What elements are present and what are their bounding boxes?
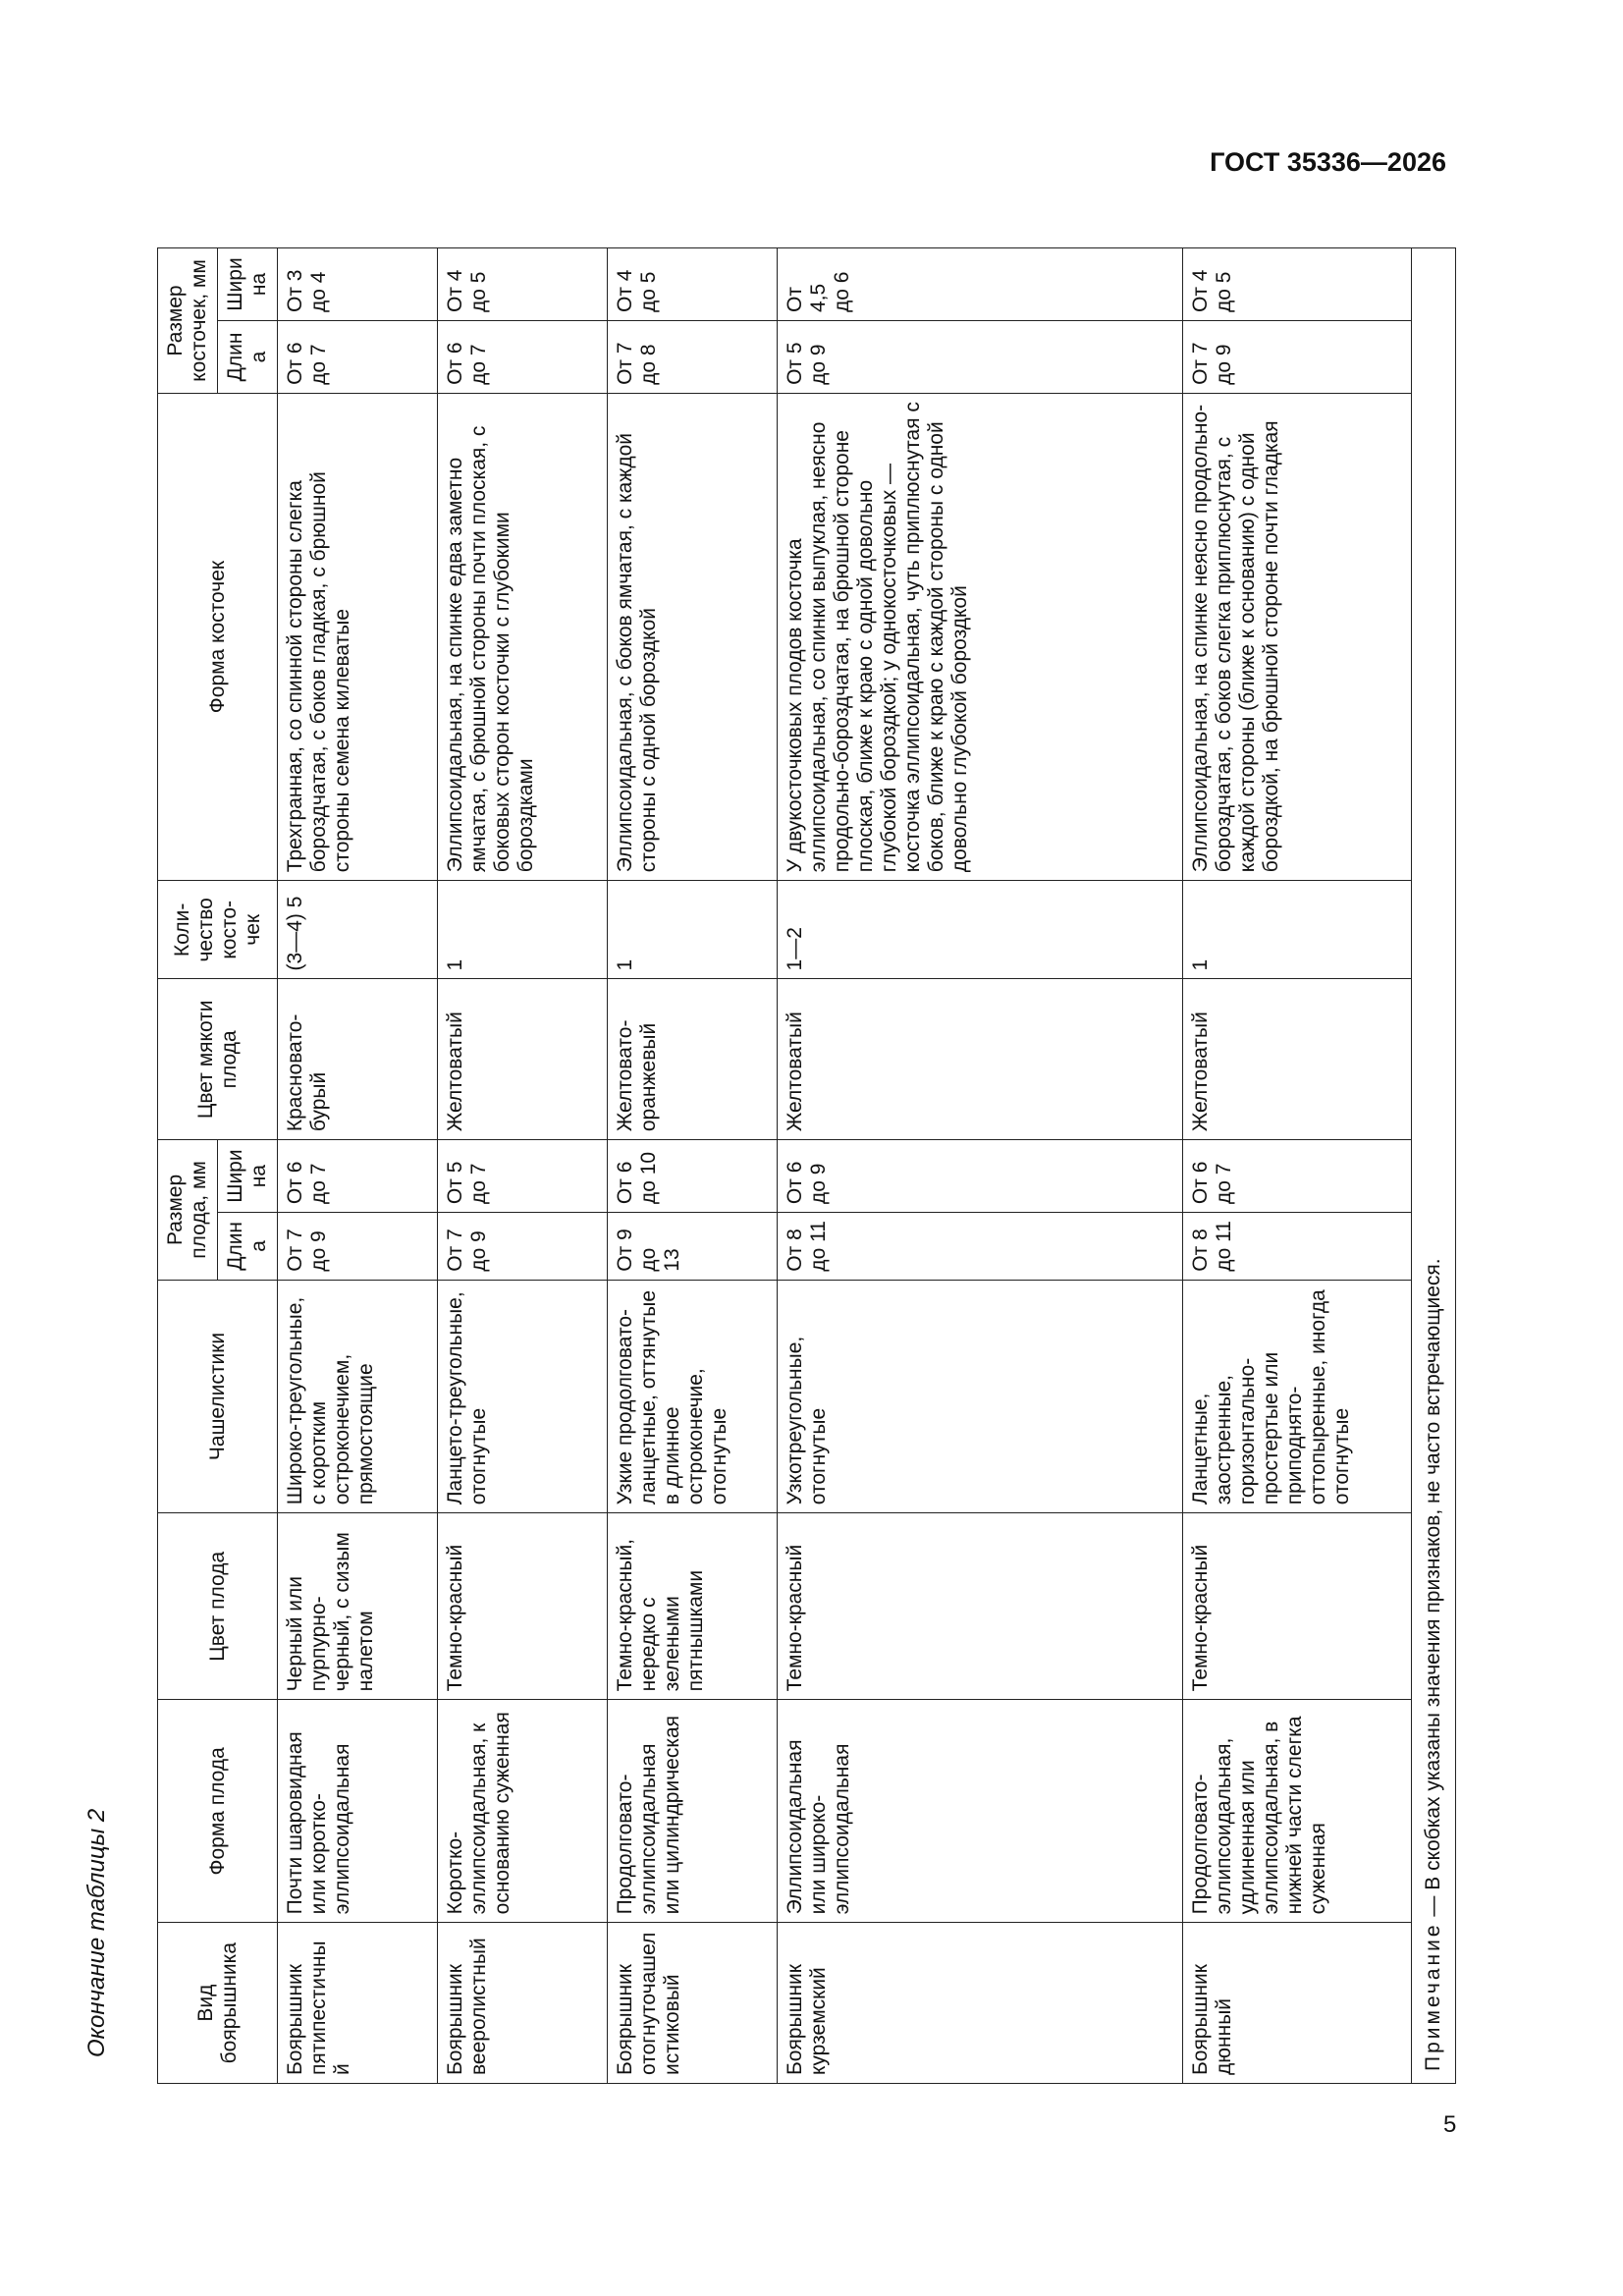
cell-fruit-shape: Продолговато-эллипсоидальная или цилиндрическая bbox=[608, 1700, 778, 1923]
cell-stone-count: 1 bbox=[1183, 881, 1412, 979]
cell-sepals: Ланцетные, заостренные, горизонтально-простертые или приподнято-оттопыренные, иногда отогнутые bbox=[1183, 1280, 1412, 1513]
cell-stone-shape: Эллипсоидальная, с боков ямчатая, с каждой стороны с одной бороздкой bbox=[608, 393, 778, 880]
cell-stone-width: От 4 до 5 bbox=[608, 248, 778, 321]
header-fruit-color: Цвет плода bbox=[158, 1513, 278, 1700]
cell-sepals: Узкие продолговато-ланцетные, оттянутые в длинное остроконечие, отогнутые bbox=[608, 1280, 778, 1513]
cell-fruit-width: От 6 до 10 bbox=[608, 1140, 778, 1213]
header-row bbox=[158, 248, 218, 2084]
header-species: Вид боярышника bbox=[158, 1923, 278, 2084]
header-fruit-width: Ширина bbox=[218, 1140, 278, 1213]
cell-fruit-shape: Почти шаровидная или коротко-эллипсоидальная bbox=[278, 1700, 438, 1923]
cell-fruit-width: От 6 до 9 bbox=[778, 1140, 1183, 1213]
page-number: 5 bbox=[1443, 2111, 1457, 2138]
cell-stone-length: От 5 до 9 bbox=[778, 321, 1183, 394]
table-caption: Окончание таблицы 2 bbox=[83, 1808, 110, 2057]
cell-pulp-color: Желтоватый bbox=[1183, 979, 1412, 1140]
cell-stone-shape: У двукосточковых плодов косточка эллипсоидальная, со спинки выпуклая, неясно продольно-бороздчатая, на брюшной стороне плоская, ближе к краю с одной довольно глубокой бороздкой; у однокосточковых — косточка эллипсоидальная, чуть приплюснутая с боков, ближе к краю с каждой стороны с одной довольно глубокой бороздкой bbox=[778, 393, 1183, 880]
cell-stone-length: От 7 до 8 bbox=[608, 321, 778, 394]
cell-fruit-length: От 7 до 9 bbox=[438, 1213, 608, 1281]
data-table bbox=[157, 247, 1456, 2084]
table-row bbox=[438, 248, 608, 2084]
cell-fruit-width: От 5 до 7 bbox=[438, 1140, 608, 1213]
cell-stone-count: 1 bbox=[608, 881, 778, 979]
cell-stone-length: От 6 до 7 bbox=[278, 321, 438, 394]
cell-fruit-length: От 9 до 13 bbox=[608, 1213, 778, 1281]
cell-stone-count: 1—2 bbox=[778, 881, 1183, 979]
cell-species: Боярышник дюнный bbox=[1183, 1923, 1412, 2084]
cell-stone-length: От 7 до 9 bbox=[1183, 321, 1412, 394]
header-stone-count: Коли-чество косто-чек bbox=[158, 881, 278, 979]
cell-fruit-length: От 8 до 11 bbox=[778, 1213, 1183, 1281]
cell-species: Боярышник отогнуточашелистиковый bbox=[608, 1923, 778, 2084]
cell-stone-width: От 4 до 5 bbox=[1183, 248, 1412, 321]
cell-fruit-length: От 8 до 11 bbox=[1183, 1213, 1412, 1281]
table-note bbox=[1412, 248, 1456, 2084]
cell-stone-count: (3—4) 5 bbox=[278, 881, 438, 979]
cell-fruit-color: Темно-красный bbox=[778, 1513, 1183, 1700]
cell-fruit-color: Темно-красный bbox=[1183, 1513, 1412, 1700]
table-row bbox=[1183, 248, 1412, 2084]
cell-sepals: Ланцето-треугольные, отогнутые bbox=[438, 1280, 608, 1513]
note-label: Примечание bbox=[1422, 1922, 1444, 2071]
cell-fruit-shape: Эллипсоидальная или широко-эллипсоидальная bbox=[778, 1700, 1183, 1923]
cell-fruit-length: От 7 до 9 bbox=[278, 1213, 438, 1281]
note-text: — В скобках указаны значения признаков, не часто встречающиеся. bbox=[1422, 1258, 1444, 1923]
cell-stone-width: От 3 до 4 bbox=[278, 248, 438, 321]
cell-fruit-color: Черный или пурпурно-черный, с сизым налетом bbox=[278, 1513, 438, 1700]
cell-stone-shape: Эллипсоидальная, на спинке едва заметно ямчатая, с брюшной стороны почти плоская, с боковых сторон косточки с глубокими бороздками bbox=[438, 393, 608, 880]
table-row bbox=[778, 248, 1183, 2084]
header-fruit-shape: Форма плода bbox=[158, 1700, 278, 1923]
note-row bbox=[1412, 248, 1456, 2084]
rotated-table-container bbox=[157, 247, 1444, 2084]
cell-pulp-color: Желтоватый bbox=[778, 979, 1183, 1140]
cell-fruit-width: От 6 до 7 bbox=[1183, 1140, 1412, 1213]
standard-number: ГОСТ 35336—2026 bbox=[1210, 147, 1446, 177]
cell-stone-shape: Эллипсоидальная, на спинке неясно продольно-бороздчатая, с боков слегка приплюснутая, с каждой стороны (ближе к основанию) с одной бороздкой, на брюшной стороне почти гладкая bbox=[1183, 393, 1412, 880]
cell-pulp-color: Желтоватый bbox=[438, 979, 608, 1140]
cell-species: Боярышник вееролистный bbox=[438, 1923, 608, 2084]
header-stone-length: Длина bbox=[218, 321, 278, 394]
cell-stone-shape: Трехгранная, со спинной стороны слегка бороздчатая, с боков гладкая, с брюшной стороны семена килеватые bbox=[278, 393, 438, 880]
cell-fruit-color: Темно-красный, нередко с зелеными пятнышками bbox=[608, 1513, 778, 1700]
cell-fruit-shape: Коротко-эллипсоидальная, к основанию суженная bbox=[438, 1700, 608, 1923]
header-stone-shape: Форма косточек bbox=[158, 393, 278, 880]
cell-fruit-shape: Продолговато-эллипсоидальная, удлиненная или эллипсоидальная, в нижней части слегка суженная bbox=[1183, 1700, 1412, 1923]
header-fruit-size: Размер плода, мм bbox=[158, 1140, 218, 1281]
cell-fruit-color: Темно-красный bbox=[438, 1513, 608, 1700]
header-sepals: Чашелистики bbox=[158, 1280, 278, 1513]
cell-stone-width: От 4 до 5 bbox=[438, 248, 608, 321]
header-stone-size: Размер косточек, мм bbox=[158, 248, 218, 394]
cell-fruit-width: От 6 до 7 bbox=[278, 1140, 438, 1213]
table-row bbox=[608, 248, 778, 2084]
cell-stone-width: От 4,5 до 6 bbox=[778, 248, 1183, 321]
cell-stone-count: 1 bbox=[438, 881, 608, 979]
header-fruit-length: Длина bbox=[218, 1213, 278, 1281]
cell-pulp-color: Желтовато-оранжевый bbox=[608, 979, 778, 1140]
cell-species: Боярышник курземский bbox=[778, 1923, 1183, 2084]
cell-sepals: Узкотреугольные, отогнутые bbox=[778, 1280, 1183, 1513]
cell-stone-length: От 6 до 7 bbox=[438, 321, 608, 394]
header-stone-width: Ширина bbox=[218, 248, 278, 321]
table-row bbox=[278, 248, 438, 2084]
cell-sepals: Широко-треугольные, с коротким остроконечием, прямостоящие bbox=[278, 1280, 438, 1513]
header-pulp-color: Цвет мякоти плода bbox=[158, 979, 278, 1140]
cell-species: Боярышник пятипестичный bbox=[278, 1923, 438, 2084]
cell-pulp-color: Красновато-бурый bbox=[278, 979, 438, 1140]
